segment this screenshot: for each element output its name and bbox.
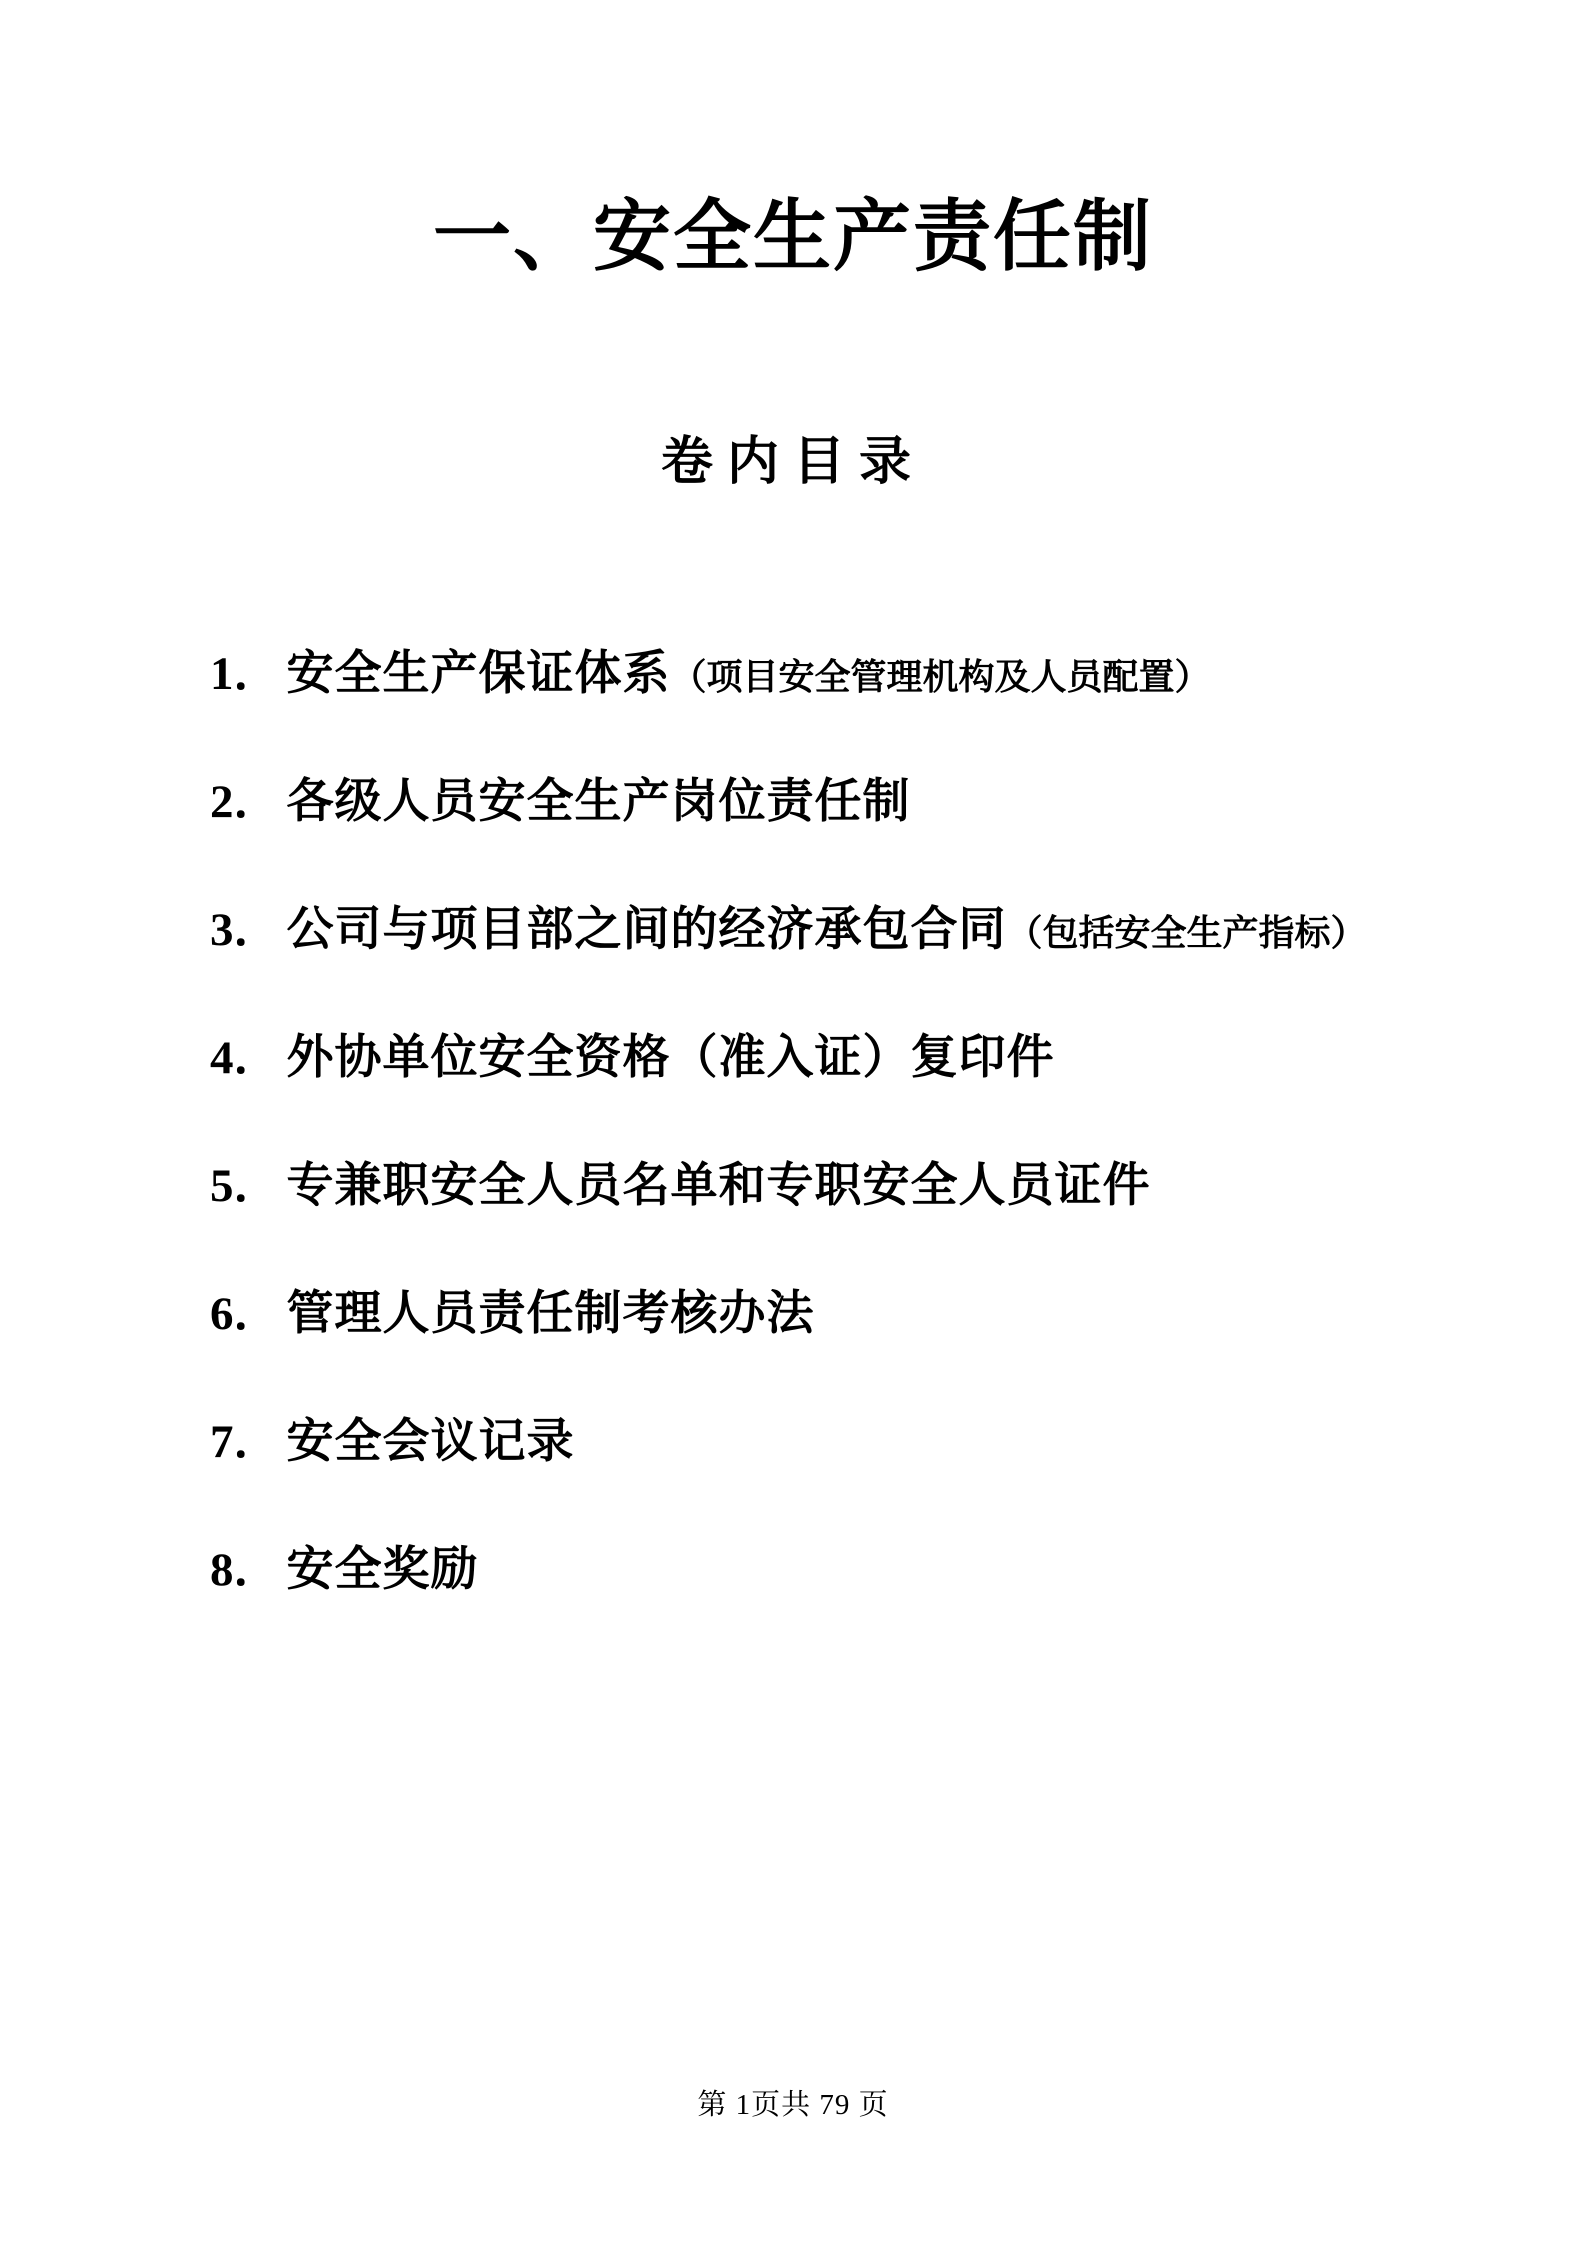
toc-item-number: 8． <box>210 1544 281 1596</box>
toc-item-number: 4． <box>210 1032 281 1084</box>
toc-item-6 <box>210 1285 1506 1346</box>
toc-item-text: 安全奖励 <box>286 1544 479 1596</box>
toc-item-2 <box>210 773 1506 834</box>
toc-item-number: 7． <box>210 1416 281 1468</box>
toc-item-1 <box>210 645 1506 706</box>
toc-item-text: 安全生产保证体系 <box>286 648 671 700</box>
toc-item-note: （项目安全管理机构及人员配置） <box>670 657 1211 697</box>
toc-item-text: 公司与项目部之间的经济承包合同 <box>286 904 1007 956</box>
toc-section-heading: 卷内目录 <box>660 434 925 491</box>
toc-item-text: 安全会议记录 <box>286 1416 575 1468</box>
toc-item-number: 3． <box>210 904 281 956</box>
toc-item-7 <box>210 1413 1506 1474</box>
toc-item-number: 5． <box>210 1160 281 1212</box>
toc-item-3 <box>210 901 1506 962</box>
toc-item-number: 2． <box>210 776 281 828</box>
toc-item-text: 管理人员责任制考核办法 <box>286 1288 815 1340</box>
toc-item-number: 1． <box>210 648 281 700</box>
toc-list <box>210 645 1506 1669</box>
toc-item-note: （包括安全生产指标） <box>1006 913 1367 953</box>
toc-item-text: 各级人员安全生产岗位责任制 <box>286 776 911 828</box>
toc-item-number: 6． <box>210 1288 281 1340</box>
toc-item-text: 专兼职安全人员名单和专职安全人员证件 <box>286 1160 1151 1212</box>
toc-item-4 <box>210 1029 1506 1090</box>
page-number-label: 第 1页共 79 页 <box>697 2089 889 2121</box>
toc-item-text: 外协单位安全资格（准入证）复印件 <box>286 1032 1055 1084</box>
document-title: 一、安全生产责任制 <box>432 193 1153 280</box>
toc-item-8 <box>210 1541 1506 1602</box>
toc-item-5 <box>210 1157 1506 1218</box>
page-footer <box>0 2082 1586 2123</box>
